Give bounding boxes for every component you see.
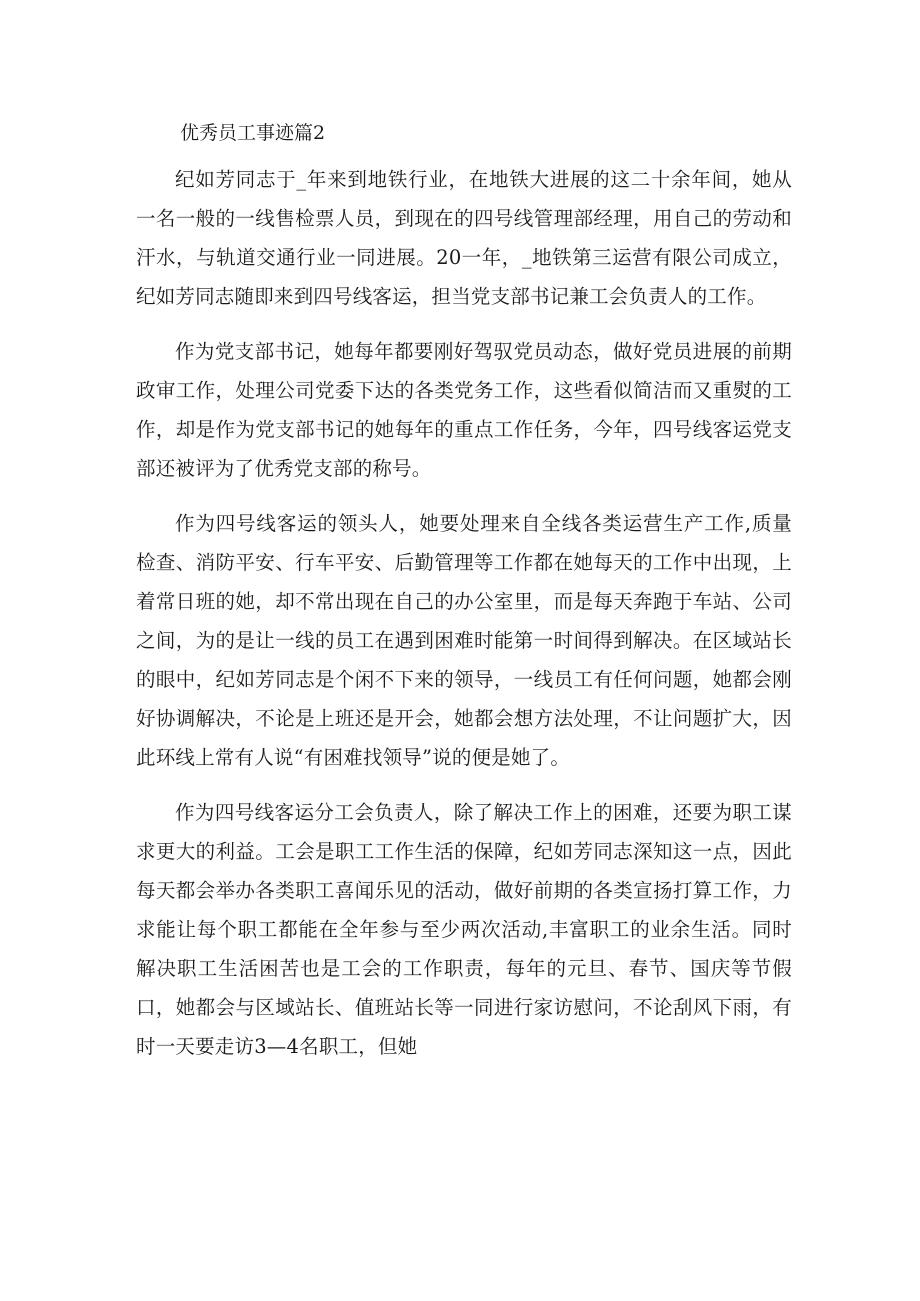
paragraph: 作为四号线客运的领头人，她要处理来自全线各类运营生产工作,质量检查、消防平安、行车平安、后勤管理等工作都在她每天的工作中出现，上着常日班的她，却不常出现在自己的办公室里，而是每天奔跑于车站、公司之间，为的是让一线的员工在遇到困难时能第一时间得到解决。在区域站长的眼中，纪如芳同志是个闲不下来的领导，一线员工有任何问题，她都会刚好协调解决，不论是上班还是开会，她都会想方法处理，不让问题扩大，因此环线上常有人说“有困难找领导”说的便是她了。 (136, 512, 792, 769)
document-body (136, 160, 792, 1082)
paragraph: 作为党支部书记，她每年都要刚好驾驭党员动态，做好党员进展的前期政审工作，处理公司党委下达的各类党务工作，这些看似简洁而又重熨的工作，却是作为党支部书记的她每年的重点工作任务，今年，四号线客运党支部还被评为了优秀党支部的称号。 (136, 340, 792, 480)
paragraph: 纪如芳同志于_年来到地铁行业，在地铁大进展的这二十余年间，她从一名一般的一线售检票人员，到现在的四号线管理部经理，用自己的劳动和汗水，与轨道交通行业一同进展。20一年，_地铁第三运营有限公司成立，纪如芳同志随即来到四号线客运，担当党支部书记兼工会负责人的工作。 (136, 168, 792, 308)
paragraph: 作为四号线客运分工会负责人，除了解决工作上的困难，还要为职工谋求更大的利益。工会是职工工作生活的保障，纪如芳同志深知这一点，因此每天都会举办各类职工喜闻乐见的活动，做好前期的各类宣扬打算工作，力求能让每个职工都能在全年参与至少两次活动,丰富职工的业余生活。同时解决职工生活困苦也是工会的工作职责，每年的元旦、春节、国庆等节假口，她都会与区域站长、值班站长等一同进行家访慰问，不论刮风下雨，有时一天要走访3—4名职工，但她 (136, 801, 792, 1058)
document-heading: 优秀员工事迹篇2 (180, 122, 326, 144)
